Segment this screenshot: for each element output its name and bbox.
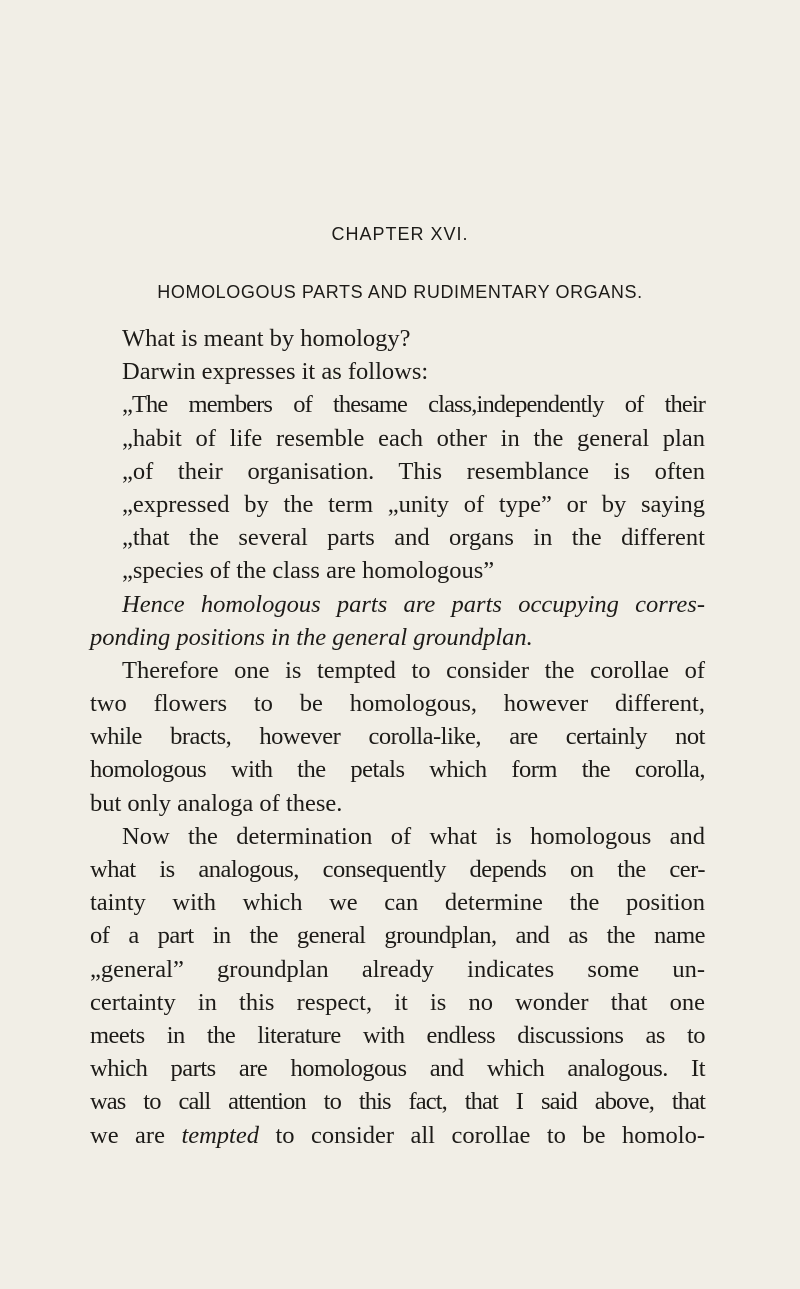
chapter-title: HOMOLOGOUS PARTS AND RUDIMENTARY ORGANS. bbox=[157, 282, 643, 302]
text-line: of a part in the general groundplan, and as the name bbox=[90, 922, 705, 950]
text-line: „species of the class are homologous” bbox=[122, 557, 495, 585]
text-line: „habit of life resemble each other in the general plan bbox=[122, 424, 705, 452]
text-line: two flowers to be homologous, however different, bbox=[90, 690, 705, 718]
text-line: homologous with the petals which form the corolla, bbox=[90, 756, 705, 784]
text-line: What is meant by homology? bbox=[122, 325, 411, 352]
text-line: „general” groundplan already indicates some un- bbox=[90, 955, 705, 983]
text-line: Now the determination of what is homologous and bbox=[122, 822, 705, 850]
text-line: „expressed by the term „unity of type” or by saying bbox=[122, 490, 705, 518]
text-line: „The members of thesame class,independently of their bbox=[122, 391, 705, 419]
text-line: „that the several parts and organs in the different bbox=[122, 524, 705, 552]
text-line: while bracts, however corolla-like, are certainly not bbox=[90, 723, 705, 751]
text-line: tainty with which we can determine the position bbox=[90, 889, 705, 917]
text-fragment: we are bbox=[90, 1121, 182, 1149]
text-line: ponding positions in the general groundplan. bbox=[90, 623, 533, 651]
text-fragment: to consider all corollae to be homolo- bbox=[259, 1121, 705, 1149]
text-line-last bbox=[90, 1119, 705, 1152]
text-line: was to call attention to this fact, that I said above, that bbox=[90, 1088, 705, 1116]
text-line: but only analoga of these. bbox=[90, 789, 343, 817]
emphasis-text: tempted bbox=[181, 1121, 259, 1149]
text-line: meets in the literature with endless discussions as to bbox=[90, 1021, 705, 1049]
text-line: Darwin expresses it as follows: bbox=[122, 358, 429, 386]
chapter-number: CHAPTER XVI. bbox=[331, 224, 469, 244]
text-line: certainty in this respect, it is no wonder that one bbox=[90, 988, 705, 1016]
text-line: „of their organisation. This resemblance is often bbox=[122, 457, 705, 485]
text-line: which parts are homologous and which analogous. It bbox=[90, 1055, 705, 1083]
text-line: what is analogous, consequently depends on the cer- bbox=[90, 856, 705, 883]
body-text bbox=[90, 322, 705, 1152]
text-line: Therefore one is tempted to consider the corollae of bbox=[122, 656, 705, 684]
text-line: Hence homologous parts are parts occupying corres- bbox=[122, 590, 705, 618]
